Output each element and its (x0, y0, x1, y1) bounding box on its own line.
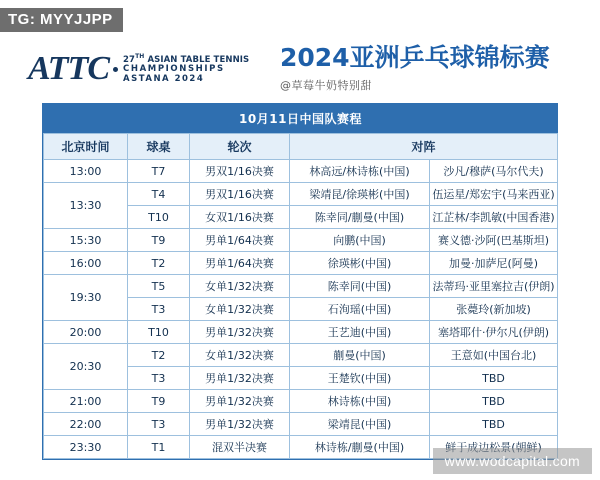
table-row (44, 229, 558, 252)
cell-table-no: T1 (128, 436, 190, 459)
cell-time: 20:00 (44, 321, 128, 344)
cell-time: 21:00 (44, 390, 128, 413)
cell-player-2: 塞塔耶什·伊尔凡(伊朗) (430, 321, 558, 344)
cell-round: 女双1/16决赛 (190, 206, 290, 229)
schedule-table-body (44, 160, 558, 459)
cell-time: 15:30 (44, 229, 128, 252)
table-row (44, 413, 558, 436)
cell-player-1: 陈幸同(中国) (290, 275, 430, 298)
cell-player-1: 林诗栋(中国) (290, 390, 430, 413)
cell-round: 男单1/32决赛 (190, 367, 290, 390)
cell-player-2: 赛义德·沙阿(巴基斯坦) (430, 229, 558, 252)
table-row (44, 275, 558, 298)
cell-player-2: TBD (430, 367, 558, 390)
cell-player-2: 张薨玲(新加坡) (430, 298, 558, 321)
table-row (44, 252, 558, 275)
cell-player-1: 徐瑛彬(中国) (290, 252, 430, 275)
table-row (44, 390, 558, 413)
cell-time: 23:30 (44, 436, 128, 459)
schedule-table (43, 104, 558, 459)
cell-player-2: TBD (430, 390, 558, 413)
cell-table-no: T9 (128, 390, 190, 413)
cell-time: 20:30 (44, 344, 128, 390)
cell-round: 混双半决赛 (190, 436, 290, 459)
attc-logo-text: ATTC (28, 50, 110, 87)
logo-line-1: 27TH ASIAN TABLE TENNIS (123, 52, 250, 65)
cell-player-1: 王艺迪(中国) (290, 321, 430, 344)
table-row (44, 183, 558, 206)
cell-player-2: 法蒂玛·亚里塞拉吉(伊朗) (430, 275, 558, 298)
table-row (44, 160, 558, 183)
cell-table-no: T3 (128, 367, 190, 390)
cell-round: 男单1/32决赛 (190, 390, 290, 413)
cell-table-no: T10 (128, 206, 190, 229)
cell-player-1: 梁靖昆(中国) (290, 413, 430, 436)
table-row (44, 321, 558, 344)
cell-round: 男单1/32决赛 (190, 321, 290, 344)
author-handle: @草莓牛奶特别甜 (280, 79, 372, 92)
table-row (44, 344, 558, 367)
cell-round: 男单1/64决赛 (190, 252, 290, 275)
event-header (0, 40, 600, 98)
cell-player-1: 梁靖昆/徐瑛彬(中国) (290, 183, 430, 206)
site-watermark: www.wodcapital.com (433, 448, 592, 474)
cell-round: 女单1/32决赛 (190, 275, 290, 298)
cell-round: 男单1/64决赛 (190, 229, 290, 252)
cell-table-no: T2 (128, 344, 190, 367)
cell-player-2: 伍运星/郑宏宇(马来西亚) (430, 183, 558, 206)
cell-player-1: 林诗栋/蒯曼(中国) (290, 436, 430, 459)
telegram-tag: TG: MYYJJPP (0, 8, 123, 32)
column-header-table-no: 球桌 (128, 134, 190, 160)
cell-round: 女单1/32决赛 (190, 298, 290, 321)
cell-player-1: 石洵瑶(中国) (290, 298, 430, 321)
cell-time: 16:00 (44, 252, 128, 275)
column-header-time: 北京时间 (44, 134, 128, 160)
cell-table-no: T4 (128, 183, 190, 206)
cell-table-no: T3 (128, 298, 190, 321)
column-header-matchup: 对阵 (290, 134, 558, 160)
title-block (280, 45, 600, 93)
table-header-row (44, 134, 558, 160)
cell-player-1: 林高远/林诗栋(中国) (290, 160, 430, 183)
table-caption: 10月11日中国队赛程 (43, 104, 558, 133)
logo-line-2: CHAMPIONSHIPS (123, 64, 225, 75)
cell-player-2: TBD (430, 413, 558, 436)
cell-player-1: 王楚钦(中国) (290, 367, 430, 390)
cell-time: 13:00 (44, 160, 128, 183)
cell-round: 男双1/16决赛 (190, 183, 290, 206)
page-title: 2024亚洲乒乓球锦标赛 (280, 43, 550, 72)
cell-player-2: 王意如(中国台北) (430, 344, 558, 367)
cell-table-no: T10 (128, 321, 190, 344)
cell-time: 19:30 (44, 275, 128, 321)
column-header-round: 轮次 (190, 134, 290, 160)
cell-round: 男双1/16决赛 (190, 160, 290, 183)
cell-time: 22:00 (44, 413, 128, 436)
event-logo (0, 52, 280, 86)
cell-player-2: 沙凡/穆萨(马尔代夫) (430, 160, 558, 183)
schedule-table-wrapper (42, 103, 558, 460)
logo-line-3: ASTANA 2024 (123, 73, 205, 84)
cell-player-1: 蒯曼(中国) (290, 344, 430, 367)
cell-time: 13:30 (44, 183, 128, 229)
cell-round: 男单1/32决赛 (190, 413, 290, 436)
cell-table-no: T3 (128, 413, 190, 436)
logo-dot-icon (113, 67, 118, 72)
cell-table-no: T9 (128, 229, 190, 252)
cell-table-no: T7 (128, 160, 190, 183)
cell-table-no: T5 (128, 275, 190, 298)
cell-player-1: 陈幸同/蒯曼(中国) (290, 206, 430, 229)
cell-table-no: T2 (128, 252, 190, 275)
cell-player-2: 江芷林/李凯敏(中国香港) (430, 206, 558, 229)
cell-player-2: 加曼·加萨尼(阿曼) (430, 252, 558, 275)
cell-player-1: 向鹏(中国) (290, 229, 430, 252)
cell-round: 女单1/32决赛 (190, 344, 290, 367)
logo-subtitle-lines (123, 54, 249, 84)
